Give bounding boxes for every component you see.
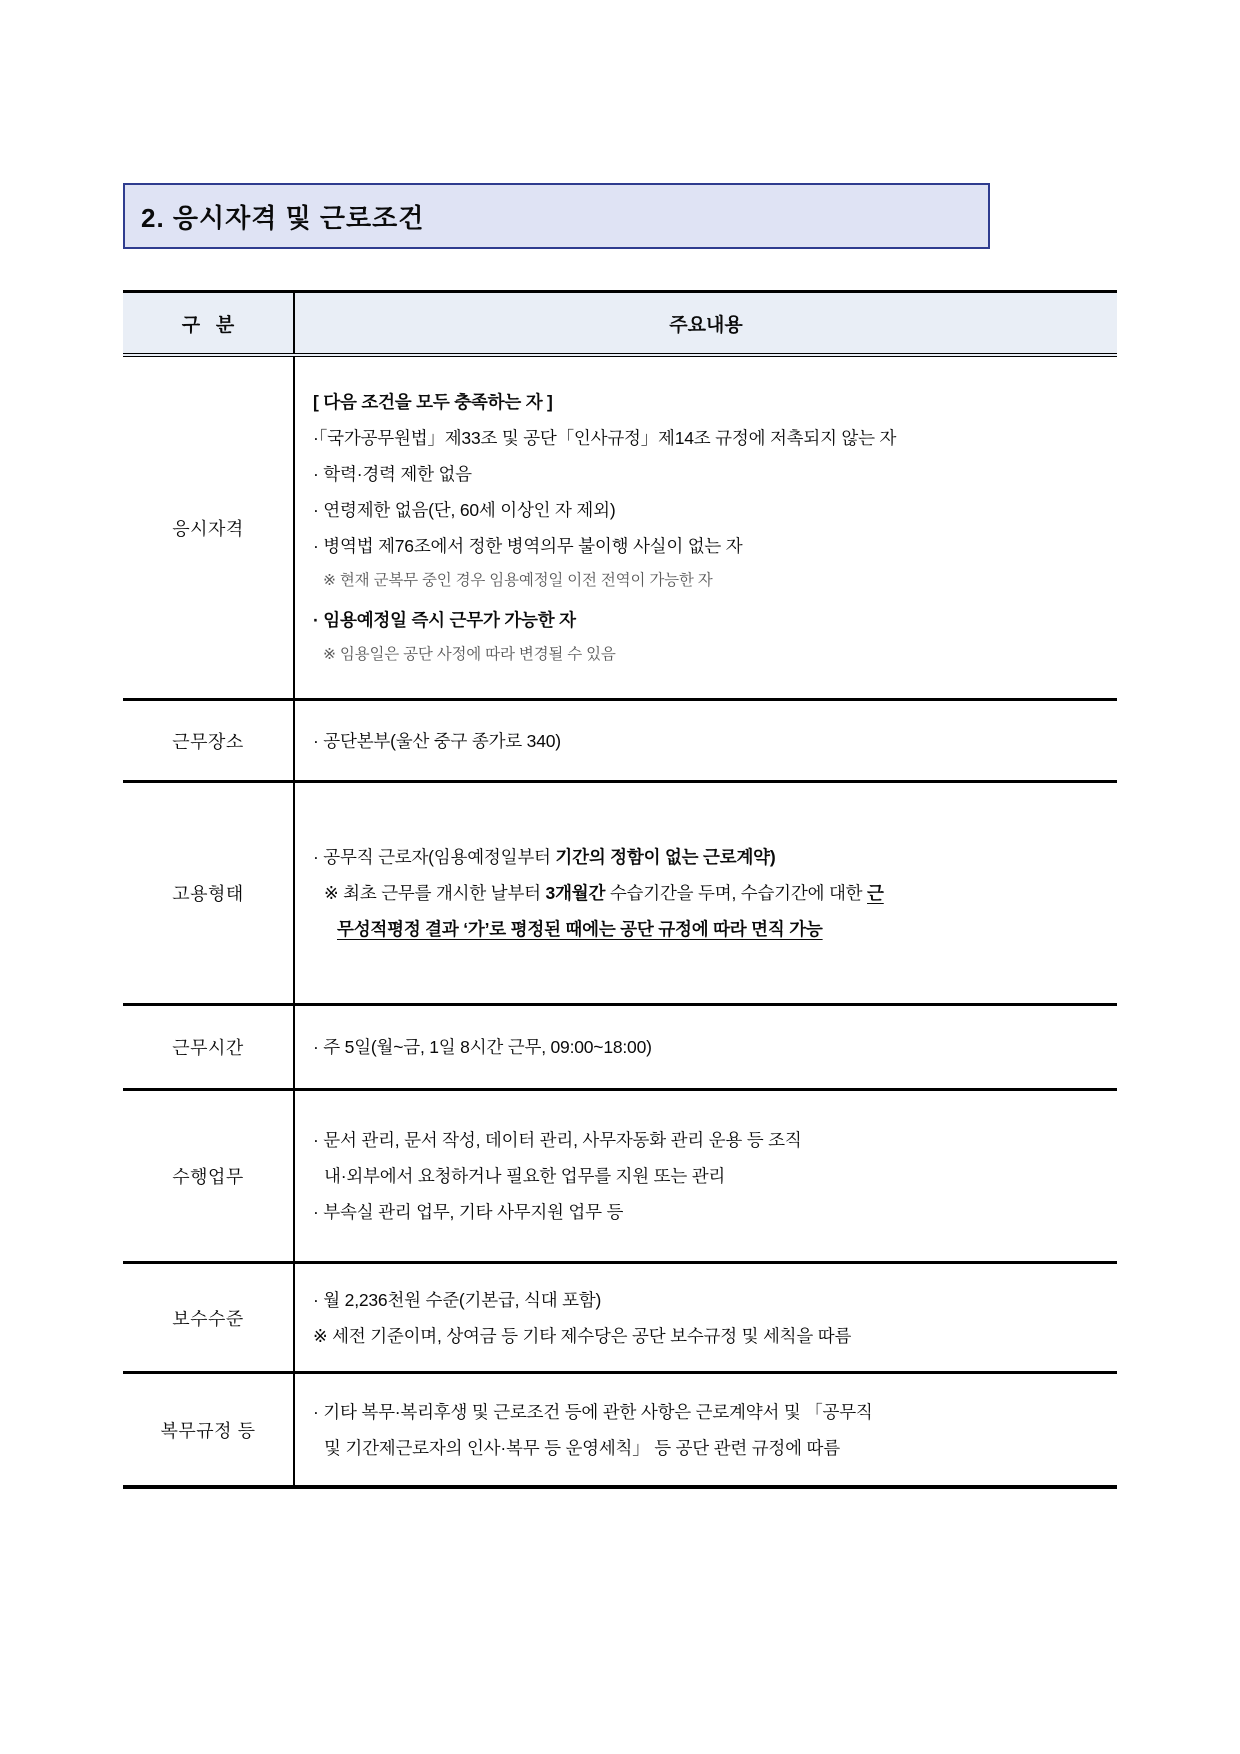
segment-bold: 3개월간 — [545, 883, 606, 903]
row-label: 고용형태 — [172, 884, 244, 904]
conditions-table — [123, 290, 1117, 1489]
content-line: · 부속실 관리 업무, 기타 사무지원 업무 등 — [313, 1202, 624, 1222]
segment-regular: 수습기간을 두며, 수습기간에 대한 — [605, 883, 868, 903]
row-content-cell — [295, 357, 1117, 698]
content-line — [313, 875, 1103, 911]
content-line: · 기타 복무·복리후생 및 근로조건 등에 관한 사항은 근로계약서 및 「공무직 — [313, 1401, 873, 1422]
content-line: · 공단본부(울산 중구 종가로 340) — [313, 730, 561, 751]
row-content-cell — [295, 1374, 1117, 1485]
row-label-cell — [123, 701, 295, 780]
section-title-box — [123, 183, 990, 249]
content-line: 무성적평정 결과 ‘가’로 평정된 때에는 공단 규정에 따라 면직 가능 — [337, 919, 823, 939]
row-label: 수행업무 — [172, 1167, 244, 1187]
header-content-label: 주요내용 — [669, 314, 743, 336]
segment-regular: · 공무직 근로자(임용예정일부터 — [313, 847, 556, 867]
header-cell-category — [123, 293, 295, 353]
table-row-working-hours — [123, 1006, 1117, 1091]
content-line: · 문서 관리, 문서 작성, 데이터 관리, 사무자동화 관리 운용 등 조직 — [313, 1130, 802, 1150]
header-category-label: 구 분 — [181, 314, 235, 336]
content-line: · 병역법 제76조에서 정한 병역의무 불이행 사실이 없는 자 — [313, 535, 743, 556]
content-line: ·「국가공무원법」제33조 및 공단「인사규정」제14조 규정에 저촉되지 않는 자 — [313, 427, 897, 448]
row-label: 보수수준 — [172, 1308, 244, 1329]
content-line: ※ 세전 기준이며, 상여금 등 기타 제수당은 공단 보수규정 및 세칙을 따름 — [313, 1325, 852, 1346]
table-row-salary — [123, 1264, 1117, 1374]
segment-regular: ※ 최초 근무를 개시한 날부터 — [324, 883, 546, 903]
row-content-cell — [295, 1264, 1117, 1371]
row-content-cell — [295, 1091, 1117, 1261]
row-label: 근무시간 — [172, 1038, 244, 1058]
content-line: · 임용예정일 즉시 근무가 가능한 자 — [313, 609, 576, 630]
content-note-line: ※ 현재 군복무 중인 경우 임용예정일 이전 전역이 가능한 자 — [323, 571, 713, 589]
content-line — [313, 839, 1103, 875]
row-label-cell — [123, 357, 295, 698]
content-line: · 주 5일(월~금, 1일 8시간 근무, 09:00~18:00) — [313, 1037, 652, 1057]
row-label: 복무규정 등 — [160, 1420, 256, 1441]
segment-bold: 기간의 정함이 없는 근로계약) — [555, 847, 776, 867]
row-content-cell — [295, 783, 1117, 1003]
content-line: · 월 2,236천원 수준(기본급, 식대 포함) — [313, 1289, 602, 1310]
table-row-duties — [123, 1091, 1117, 1264]
row-label: 응시자격 — [172, 518, 244, 539]
section-title: 2. 응시자격 및 근로조건 — [141, 202, 425, 233]
row-label: 근무장소 — [172, 731, 244, 752]
table-header-row — [123, 293, 1117, 357]
row-content-cell — [295, 1006, 1117, 1088]
content-line: 내·외부에서 요청하거나 필요한 업무를 지원 또는 관리 — [324, 1166, 726, 1186]
row-label-cell — [123, 1264, 295, 1371]
table-row-employment-type — [123, 783, 1117, 1006]
row-label-cell — [123, 1091, 295, 1261]
table-row-qualifications — [123, 357, 1117, 701]
header-cell-content — [295, 293, 1117, 353]
row-content-cell — [295, 701, 1117, 780]
row-label-cell — [123, 783, 295, 1003]
row-label-cell — [123, 1374, 295, 1485]
segment-bold-underline: 근 — [867, 883, 884, 903]
content-note-line: ※ 임용일은 공단 사정에 따라 변경될 수 있음 — [323, 645, 616, 663]
row-label-cell — [123, 1006, 295, 1088]
table-row-service-regulations — [123, 1374, 1117, 1489]
content-line: [ 다음 조건을 모두 충족하는 자 ] — [313, 391, 553, 412]
content-line: · 학력·경력 제한 없음 — [313, 463, 472, 484]
table-row-workplace — [123, 701, 1117, 783]
content-line: 및 기간제근로자의 인사·복무 등 운영세칙」 등 공단 관련 규정에 따름 — [324, 1437, 840, 1458]
content-line: · 연령제한 없음(단, 60세 이상인 자 제외) — [313, 499, 616, 520]
